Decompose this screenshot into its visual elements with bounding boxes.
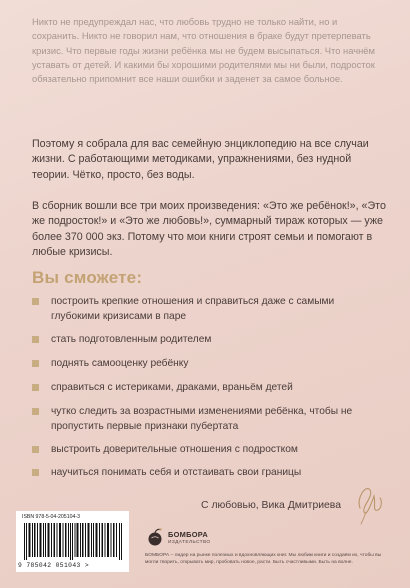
square-bullet-icon (32, 384, 39, 391)
square-bullet-icon (32, 336, 39, 343)
autograph-signature (352, 478, 388, 526)
square-bullet-icon (32, 408, 39, 415)
barcode-icon (24, 523, 124, 560)
benefit-text: поднять самооценку ребёнку (51, 358, 189, 369)
benefit-text: выстроить доверительные отношения с подростком (51, 444, 298, 455)
isbn-number: ISBN 978-5-04-205104-3 (22, 514, 80, 520)
square-bullet-icon (32, 360, 39, 367)
isbn-barcode-box (16, 511, 129, 572)
benefit-text: научиться понимать себя и отстаивать свои границы (51, 467, 302, 478)
publisher-subtitle: ИЗДАТЕЛЬСТВО (168, 540, 211, 545)
collection-paragraph: В сборник вошли все три моих произведения: «Это же ребёнок!», «Это же подросток!» и «Это же любовь!», суммарный тираж которых — уже более 370 000 экз. Потому что мои книги строят семьи и помогают в любые кризисы. (32, 200, 386, 258)
method-paragraph: Поэтому я собрала для вас семейную энциклопедию на все случаи жизни. С работающими методиками, упражнениями, без нудной теории. Чётко, просто, без воды. (32, 138, 369, 181)
bombora-logo-icon (145, 527, 165, 547)
benefits-heading: Вы сможете: (32, 268, 143, 287)
benefit-text: справиться с истериками, драками, враньём детей (51, 382, 293, 393)
square-bullet-icon (32, 298, 39, 305)
intro-paragraph: Никто не предупреждал нас, что любовь трудно не только найти, но и сохранить. Никто не говорил нам, что отношения в браке будут претерпевать кризис. Что первые годы жизни ребёнка мы не будем высыпаться. Что начнём уставать от детей. И какими бы хорошими родителями мы ни были, подросток обязательно припомнит все наши ошибки и заденет за самое больное. (32, 16, 375, 85)
publisher-description: БОМБОРА – лидер на рынке полезных и вдохновляющих книг. Мы любим книги и создаём их, чтобы вы могли творить, открывать мир, пробовать новое, расти. Быть счастливыми. Быть на волне. (145, 553, 382, 565)
benefit-text: стать подготовленным родителем (51, 334, 212, 345)
barcode-digits: 9 785042 051043 > (18, 562, 90, 569)
square-bullet-icon (32, 446, 39, 453)
publisher-name: БОМБОРА (168, 530, 208, 539)
square-bullet-icon (32, 469, 39, 476)
author-signature-line: С любовью, Вика Дмитриева (201, 500, 341, 511)
benefit-text: чутко следить за возрастными изменениями ребёнка, чтобы не пропустить первые признаки пубертата (51, 406, 353, 432)
benefit-text: построить крепкие отношения и справиться даже с самыми глубокими кризисами в паре (51, 296, 335, 322)
